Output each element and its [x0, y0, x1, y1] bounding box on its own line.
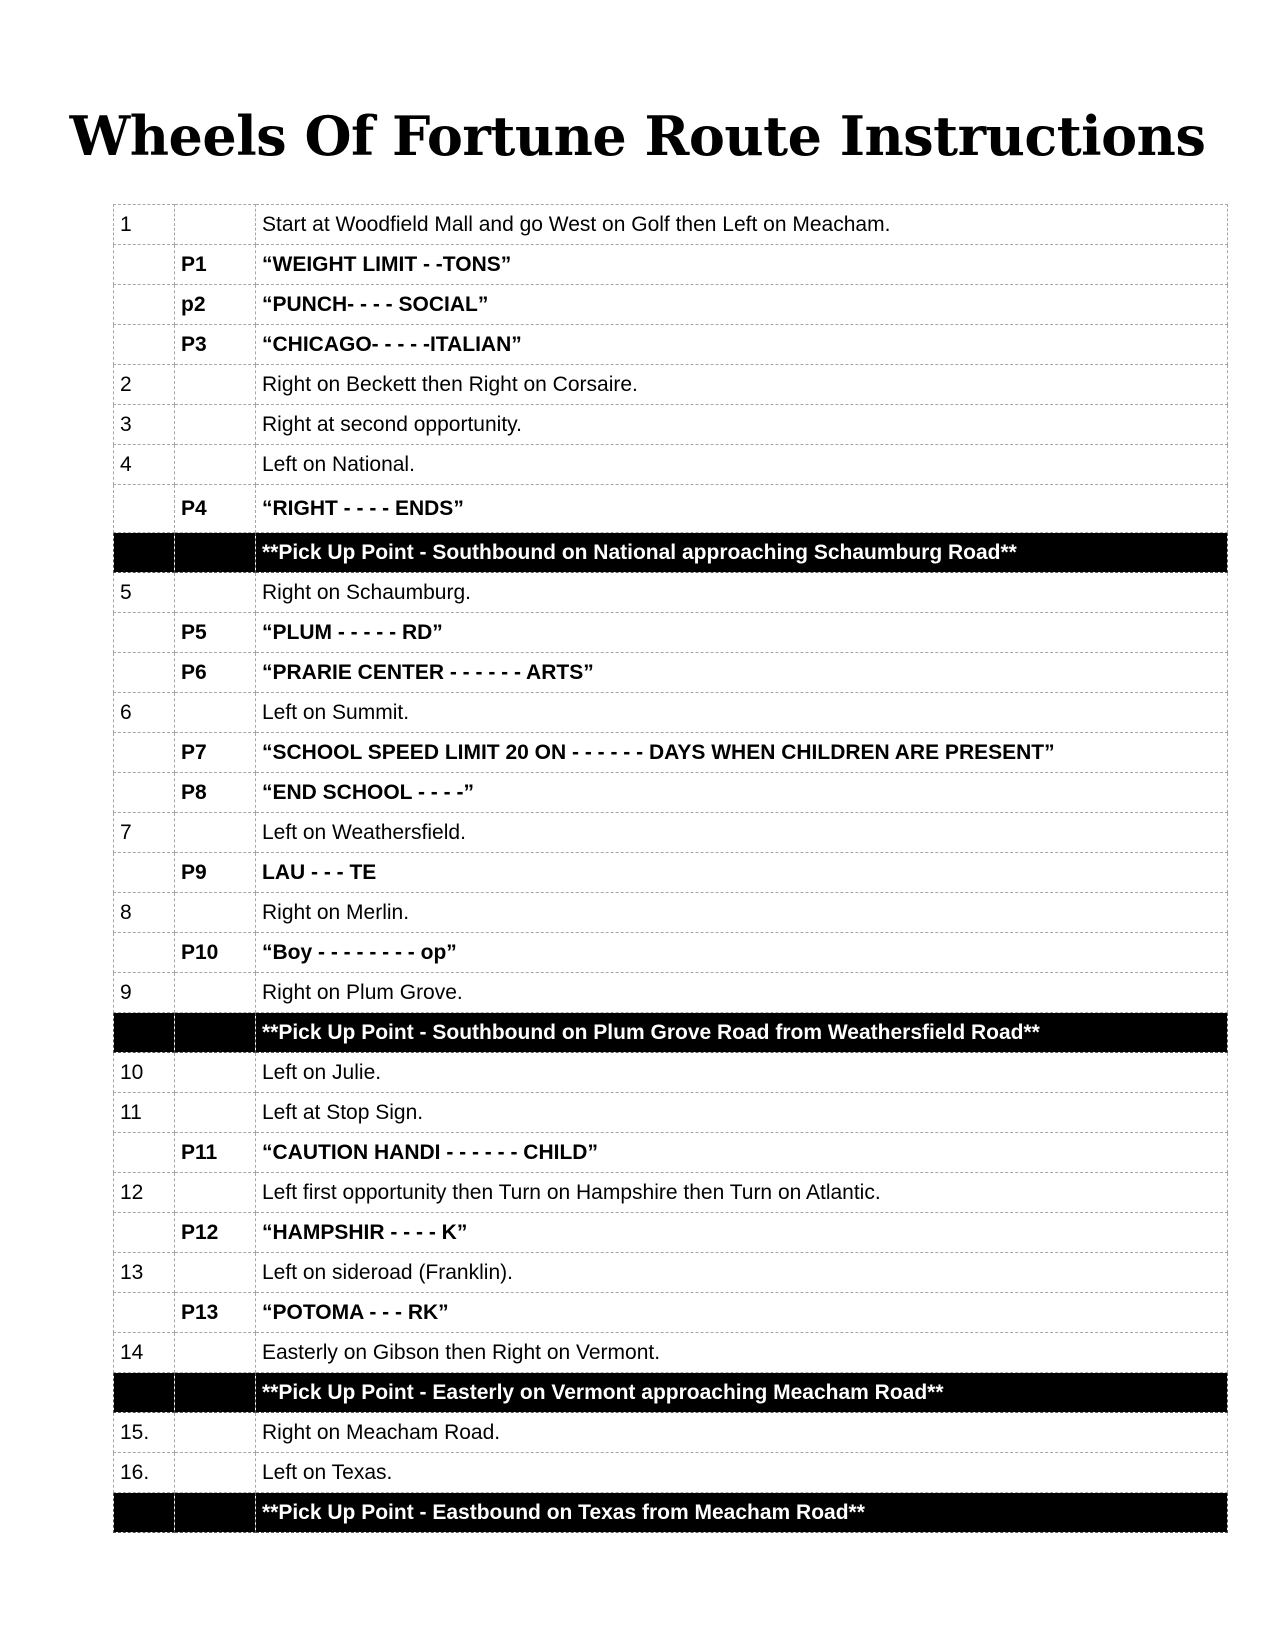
- step-number: [114, 1493, 175, 1533]
- step-number: [114, 733, 175, 773]
- puzzle-code: [175, 973, 256, 1013]
- puzzle-clue: “PLUM - - - - - RD”: [256, 613, 1228, 653]
- instruction-text: Left on sideroad (Franklin).: [256, 1253, 1228, 1293]
- step-number: 3: [114, 405, 175, 445]
- step-number: 8: [114, 893, 175, 933]
- table-row: [114, 853, 1228, 893]
- puzzle-code: [175, 1493, 256, 1533]
- table-row: [114, 365, 1228, 405]
- step-number: 16.: [114, 1453, 175, 1493]
- instruction-text: Left on National.: [256, 445, 1228, 485]
- puzzle-code: P9: [175, 853, 256, 893]
- step-number: 5: [114, 573, 175, 613]
- table-row: [114, 1173, 1228, 1213]
- table-row: [114, 1453, 1228, 1493]
- step-number: 1: [114, 205, 175, 245]
- step-number: [114, 285, 175, 325]
- pickup-point-row: [114, 1373, 1228, 1413]
- table-row: [114, 733, 1228, 773]
- puzzle-code: [175, 693, 256, 733]
- puzzle-code: P11: [175, 1133, 256, 1173]
- puzzle-clue: “RIGHT - - - - ENDS”: [256, 485, 1228, 533]
- puzzle-code: P10: [175, 933, 256, 973]
- table-row: [114, 573, 1228, 613]
- puzzle-code: [175, 813, 256, 853]
- puzzle-code: [175, 893, 256, 933]
- table-row: [114, 1413, 1228, 1453]
- instruction-text: Left on Weathersfield.: [256, 813, 1228, 853]
- puzzle-code: [175, 1253, 256, 1293]
- puzzle-clue: “Boy - - - - - - - - op”: [256, 933, 1228, 973]
- table-row: [114, 405, 1228, 445]
- table-row: [114, 1253, 1228, 1293]
- puzzle-code: [175, 405, 256, 445]
- table-row: [114, 1213, 1228, 1253]
- step-number: [114, 1293, 175, 1333]
- step-number: [114, 853, 175, 893]
- pickup-point-text: **Pick Up Point - Southbound on Plum Grove Road from Weathersfield Road**: [256, 1013, 1228, 1053]
- instruction-text: Right on Plum Grove.: [256, 973, 1228, 1013]
- step-number: 11: [114, 1093, 175, 1133]
- table-row: [114, 1133, 1228, 1173]
- step-number: 4: [114, 445, 175, 485]
- step-number: [114, 1373, 175, 1413]
- instruction-text: Left on Texas.: [256, 1453, 1228, 1493]
- puzzle-code: [175, 1173, 256, 1213]
- instruction-text: Right on Schaumburg.: [256, 573, 1228, 613]
- step-number: 6: [114, 693, 175, 733]
- step-number: [114, 1013, 175, 1053]
- table-row: [114, 205, 1228, 245]
- pickup-point-row: [114, 1013, 1228, 1053]
- puzzle-code: P12: [175, 1213, 256, 1253]
- table-row: [114, 1093, 1228, 1133]
- table-row: [114, 485, 1228, 533]
- instruction-text: Easterly on Gibson then Right on Vermont.: [256, 1333, 1228, 1373]
- puzzle-code: p2: [175, 285, 256, 325]
- puzzle-code: P8: [175, 773, 256, 813]
- pickup-point-row: [114, 533, 1228, 573]
- puzzle-code: P1: [175, 245, 256, 285]
- step-number: [114, 485, 175, 533]
- puzzle-code: [175, 365, 256, 405]
- step-number: [114, 245, 175, 285]
- puzzle-clue: “HAMPSHIR - - - - K”: [256, 1213, 1228, 1253]
- puzzle-clue: “PRARIE CENTER - - - - - - ARTS”: [256, 653, 1228, 693]
- puzzle-code: P6: [175, 653, 256, 693]
- page-title: Wheels Of Fortune Route Instructions: [69, 104, 1206, 168]
- table-row: [114, 973, 1228, 1013]
- puzzle-clue: “CAUTION HANDI - - - - - - CHILD”: [256, 1133, 1228, 1173]
- instruction-text: Left on Summit.: [256, 693, 1228, 733]
- pickup-point-row: [114, 1493, 1228, 1533]
- step-number: [114, 613, 175, 653]
- table-row: [114, 813, 1228, 853]
- puzzle-code: [175, 445, 256, 485]
- pickup-point-text: **Pick Up Point - Southbound on National approaching Schaumburg Road**: [256, 533, 1228, 573]
- step-number: 7: [114, 813, 175, 853]
- instruction-text: Left at Stop Sign.: [256, 1093, 1228, 1133]
- puzzle-clue: LAU - - - TE: [256, 853, 1228, 893]
- puzzle-clue: “POTOMA - - - RK”: [256, 1293, 1228, 1333]
- table-row: [114, 285, 1228, 325]
- instruction-text: Start at Woodfield Mall and go West on Golf then Left on Meacham.: [256, 205, 1228, 245]
- table-row: [114, 1333, 1228, 1373]
- route-table: [113, 204, 1228, 1533]
- instruction-text: Right at second opportunity.: [256, 405, 1228, 445]
- step-number: 9: [114, 973, 175, 1013]
- puzzle-clue: “CHICAGO- - - - -ITALIAN”: [256, 325, 1228, 365]
- puzzle-code: P5: [175, 613, 256, 653]
- instruction-text: Right on Meacham Road.: [256, 1413, 1228, 1453]
- table-row: [114, 1293, 1228, 1333]
- puzzle-clue: “WEIGHT LIMIT - -TONS”: [256, 245, 1228, 285]
- puzzle-code: [175, 573, 256, 613]
- step-number: [114, 533, 175, 573]
- table-row: [114, 693, 1228, 733]
- puzzle-code: [175, 1413, 256, 1453]
- table-row: [114, 325, 1228, 365]
- puzzle-code: [175, 1453, 256, 1493]
- step-number: 10: [114, 1053, 175, 1093]
- puzzle-clue: “SCHOOL SPEED LIMIT 20 ON - - - - - - DAYS WHEN CHILDREN ARE PRESENT”: [256, 733, 1228, 773]
- step-number: 15.: [114, 1413, 175, 1453]
- puzzle-code: P7: [175, 733, 256, 773]
- puzzle-code: [175, 1333, 256, 1373]
- puzzle-code: P4: [175, 485, 256, 533]
- step-number: [114, 773, 175, 813]
- pickup-point-text: **Pick Up Point - Easterly on Vermont approaching Meacham Road**: [256, 1373, 1228, 1413]
- puzzle-code: [175, 1373, 256, 1413]
- step-number: 13: [114, 1253, 175, 1293]
- puzzle-code: [175, 205, 256, 245]
- instruction-text: Left on Julie.: [256, 1053, 1228, 1093]
- step-number: 2: [114, 365, 175, 405]
- table-row: [114, 445, 1228, 485]
- step-number: [114, 1133, 175, 1173]
- step-number: 12: [114, 1173, 175, 1213]
- table-row: [114, 653, 1228, 693]
- table-row: [114, 1053, 1228, 1093]
- instruction-text: Left first opportunity then Turn on Hampshire then Turn on Atlantic.: [256, 1173, 1228, 1213]
- step-number: [114, 933, 175, 973]
- table-row: [114, 773, 1228, 813]
- instruction-text: Right on Merlin.: [256, 893, 1228, 933]
- puzzle-code: [175, 533, 256, 573]
- puzzle-clue: “PUNCH- - - - SOCIAL”: [256, 285, 1228, 325]
- puzzle-code: [175, 1053, 256, 1093]
- puzzle-code: P3: [175, 325, 256, 365]
- step-number: [114, 1213, 175, 1253]
- table-row: [114, 245, 1228, 285]
- instruction-text: Right on Beckett then Right on Corsaire.: [256, 365, 1228, 405]
- step-number: 14: [114, 1333, 175, 1373]
- puzzle-clue: “END SCHOOL - - - -”: [256, 773, 1228, 813]
- puzzle-code: P13: [175, 1293, 256, 1333]
- step-number: [114, 653, 175, 693]
- table-row: [114, 613, 1228, 653]
- pickup-point-text: **Pick Up Point - Eastbound on Texas from Meacham Road**: [256, 1493, 1228, 1533]
- puzzle-code: [175, 1093, 256, 1133]
- step-number: [114, 325, 175, 365]
- table-row: [114, 893, 1228, 933]
- puzzle-code: [175, 1013, 256, 1053]
- table-row: [114, 933, 1228, 973]
